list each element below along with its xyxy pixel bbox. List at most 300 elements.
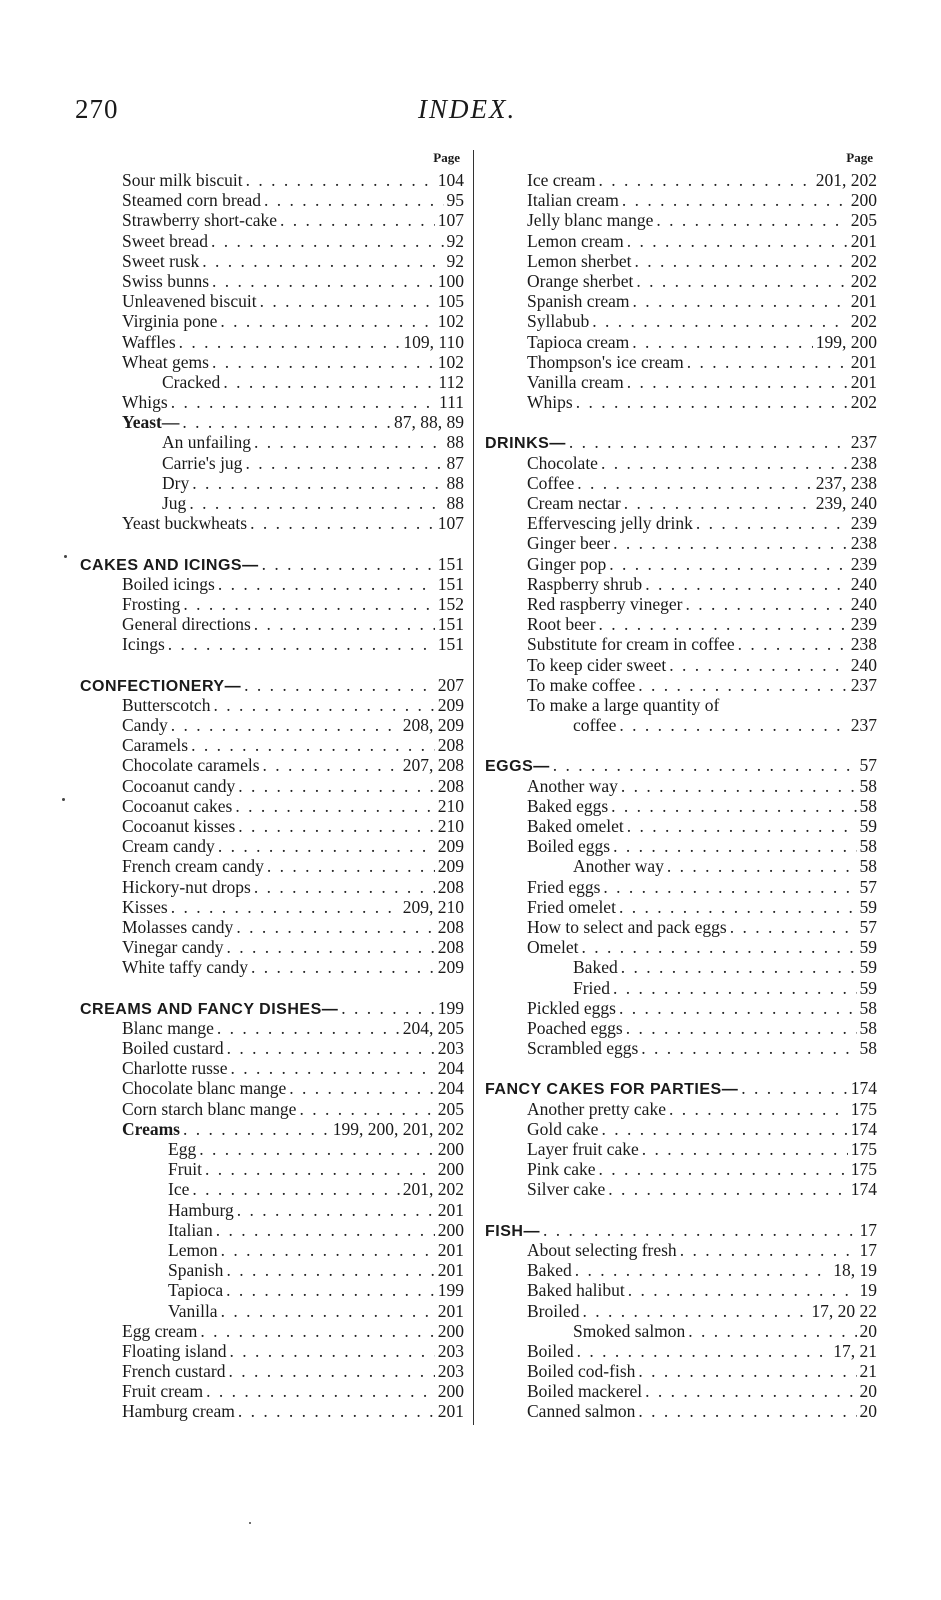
dot-leader — [238, 1401, 435, 1421]
entry-page-ref: 112 — [438, 371, 464, 392]
entry-page-ref: 209 — [437, 856, 464, 877]
dot-leader — [621, 776, 857, 796]
index-entry — [80, 332, 464, 352]
entry-page-ref: 59 — [859, 816, 877, 836]
entry-text: Sour milk biscuit — [122, 170, 243, 190]
index-entry — [80, 1018, 464, 1038]
dot-leader — [645, 574, 848, 594]
dot-leader — [576, 392, 848, 412]
dot-leader — [613, 978, 857, 998]
entry-page-ref: 238 — [850, 452, 877, 473]
entry-text: Cocoanut kisses — [122, 816, 236, 836]
entry-page-ref: 92 — [446, 230, 464, 251]
entry-page-ref: 203 — [437, 1340, 464, 1361]
index-entry — [485, 978, 877, 998]
entry-page-ref: 209, 210 — [402, 896, 464, 917]
index-entry — [80, 1381, 464, 1401]
dot-leader — [636, 271, 847, 291]
dot-leader — [686, 594, 848, 614]
entry-page-ref: 240 — [850, 593, 877, 614]
entry-page-ref: 18, 19 — [833, 1260, 877, 1281]
entry-text: Carrie's jug — [162, 452, 243, 473]
dot-leader — [230, 1058, 434, 1078]
entry-text: Fried omelet — [527, 896, 616, 917]
entry-page-ref: 200 — [850, 190, 877, 211]
entry-page-ref: 207, 208 — [402, 755, 464, 776]
index-entry — [485, 1159, 877, 1179]
index-entry — [80, 897, 464, 917]
index-entry — [485, 453, 877, 473]
dot-leader — [634, 251, 847, 271]
page-column-label: Page — [846, 150, 873, 165]
index-entry — [485, 372, 877, 392]
dot-leader — [262, 554, 435, 574]
entry-text: Steamed corn bread — [122, 190, 261, 211]
section-gap — [485, 412, 877, 432]
dot-leader — [213, 695, 434, 715]
index-entry — [485, 836, 877, 856]
entry-page-ref: 174 — [850, 1078, 877, 1099]
entry-page-ref: 205 — [850, 210, 877, 231]
entry-page-ref: 58 — [859, 1017, 877, 1038]
index-entry — [485, 533, 877, 553]
index-entry — [485, 957, 877, 977]
entry-page-ref: 58 — [859, 775, 877, 796]
index-entry — [80, 1321, 464, 1341]
entry-page-ref: 208, 209 — [402, 715, 464, 736]
section-gap — [485, 735, 877, 755]
entry-page-ref: 58 — [859, 856, 877, 877]
index-entry — [80, 1341, 464, 1361]
dot-leader — [226, 1280, 435, 1300]
index-entry — [80, 957, 464, 977]
dot-leader — [669, 655, 848, 675]
entry-text: Waffles — [122, 331, 176, 352]
dot-leader — [598, 170, 812, 190]
dot-leader — [226, 1260, 434, 1280]
entry-page-ref: 202 — [850, 250, 877, 271]
index-entry — [80, 1240, 464, 1260]
index-entry — [485, 1301, 877, 1321]
index-entry — [485, 1119, 877, 1139]
entry-page-ref: 201 — [437, 1300, 464, 1321]
entry-text: Broiled — [527, 1300, 580, 1321]
dot-leader — [656, 210, 847, 230]
entry-text: Effervescing jelly drink — [527, 513, 693, 534]
dot-leader — [613, 533, 848, 553]
dot-leader — [191, 735, 435, 755]
entry-text: Red raspberry vineger — [527, 593, 683, 614]
entry-page-ref: 87, 88, 89 — [394, 412, 464, 433]
entry-text: Pink cake — [527, 1159, 596, 1180]
entry-text: Candy — [122, 715, 168, 736]
entry-text: General directions — [122, 614, 251, 635]
entry-text: Substitute for cream in coffee — [527, 634, 735, 655]
entry-text: Boiled mackerel — [527, 1381, 643, 1402]
entry-text: Jug — [162, 493, 187, 513]
entry-text: Gold cake — [527, 1118, 599, 1139]
entry-page-ref: 209 — [437, 836, 464, 857]
dot-leader — [245, 453, 443, 473]
dot-leader — [212, 352, 435, 372]
entry-page-ref: 87 — [446, 452, 464, 473]
index-entry — [485, 816, 877, 836]
index-column-left — [80, 150, 464, 1422]
dot-leader — [582, 937, 857, 957]
dot-leader — [299, 1099, 434, 1119]
entry-text: Hamburg — [168, 1199, 234, 1220]
dot-leader — [171, 897, 400, 917]
section-gap — [485, 1058, 877, 1078]
entry-text: Kisses — [122, 896, 168, 917]
index-entry — [80, 1159, 464, 1179]
entry-page-ref: 88 — [446, 493, 464, 513]
index-entry — [80, 291, 464, 311]
entry-text: Tapioca cream — [527, 331, 630, 352]
entry-text: Layer fruit cake — [527, 1139, 639, 1159]
entry-page-ref: 209 — [437, 957, 464, 978]
entry-text: FISH— — [485, 1222, 540, 1240]
index-entry — [80, 271, 464, 291]
index-entry — [80, 796, 464, 816]
dot-leader — [611, 796, 856, 816]
index-entry — [485, 1401, 877, 1421]
index-entry — [80, 1179, 464, 1199]
index-entry — [485, 877, 877, 897]
section-gap — [80, 533, 464, 553]
entry-page-ref: 199 — [437, 1280, 464, 1301]
index-entry — [80, 190, 464, 210]
entry-page-ref: 202 — [850, 270, 877, 291]
index-entry — [485, 170, 877, 190]
entry-page-ref: 200 — [437, 1320, 464, 1341]
entry-page-ref: 204, 205 — [402, 1017, 464, 1038]
entry-text: Ice — [168, 1179, 190, 1200]
entry-text: Baked omelet — [527, 816, 624, 836]
entry-page-ref: 238 — [850, 533, 877, 554]
index-section-heading — [485, 432, 877, 452]
dot-leader — [738, 634, 848, 654]
dot-leader — [680, 1240, 857, 1260]
entry-text: How to select and pack eggs — [527, 916, 727, 937]
entry-text: Boiled custard — [122, 1038, 224, 1059]
index-entry — [80, 836, 464, 856]
index-entry — [80, 311, 464, 331]
index-entry — [80, 877, 464, 897]
index-column-right — [485, 150, 877, 1422]
dot-leader — [254, 432, 444, 452]
index-entry — [485, 594, 877, 614]
entry-page-ref: 59 — [859, 896, 877, 917]
entry-text: Boiled icings — [122, 573, 215, 594]
entry-page-ref: 174 — [850, 1118, 877, 1139]
dot-leader — [688, 1321, 856, 1341]
entry-text: Corn starch blanc mange — [122, 1098, 297, 1119]
entry-text: Syllabub — [527, 311, 590, 332]
entry-text: About selecting fresh — [527, 1239, 677, 1260]
index-entry — [485, 251, 877, 271]
dot-leader — [599, 1159, 848, 1179]
dot-leader — [624, 493, 813, 513]
dot-leader — [619, 998, 857, 1018]
dot-leader — [669, 1099, 848, 1119]
index-entry — [80, 917, 464, 937]
entry-page-ref: 174 — [850, 1179, 877, 1200]
section-gap — [485, 1200, 877, 1220]
dot-leader — [687, 352, 848, 372]
index-entry — [80, 231, 464, 251]
entry-text: Caramels — [122, 735, 189, 756]
dot-leader — [608, 1179, 848, 1199]
entry-text: Vanilla — [168, 1300, 218, 1321]
entry-text: Cocoanut candy — [122, 775, 236, 796]
entry-page-ref: 20 — [859, 1381, 877, 1402]
dot-leader — [238, 816, 434, 836]
dot-leader — [218, 574, 435, 594]
dot-leader — [638, 675, 847, 695]
dot-leader — [619, 897, 857, 917]
entry-page-ref: 208 — [437, 775, 464, 796]
dot-leader — [192, 1179, 399, 1199]
index-entry — [80, 1220, 464, 1240]
index-entry — [485, 1139, 877, 1159]
dot-leader — [250, 513, 435, 533]
dot-leader — [263, 755, 400, 775]
entry-text: Cracked — [162, 371, 221, 392]
entry-text: Cream nectar — [527, 493, 621, 513]
entry-page-ref: 208 — [437, 876, 464, 897]
index-entry — [80, 251, 464, 271]
dot-leader — [741, 1078, 848, 1098]
dot-leader — [667, 856, 857, 876]
dot-leader — [226, 937, 434, 957]
dot-leader — [696, 513, 848, 533]
entry-text: Fried — [573, 977, 610, 998]
dot-leader — [289, 1078, 435, 1098]
entry-page-ref: 202 — [850, 392, 877, 413]
entry-text: Swiss bunns — [122, 270, 210, 291]
index-entry — [485, 856, 877, 876]
entry-page-ref: 17, 20 22 — [811, 1300, 877, 1321]
entry-text: Whigs — [122, 392, 168, 413]
entry-text: Spanish cream — [527, 291, 630, 312]
dot-leader — [202, 251, 443, 271]
index-entry — [80, 856, 464, 876]
entry-text: Lemon cream — [527, 230, 624, 251]
entry-page-ref: 107 — [437, 210, 464, 231]
entry-text: Chocolate caramels — [122, 755, 260, 776]
entry-page-ref: 237 — [850, 674, 877, 695]
entry-page-ref: 21 — [859, 1361, 877, 1382]
entry-page-ref: 201 — [850, 230, 877, 251]
dot-leader — [192, 473, 443, 493]
index-section-heading — [485, 1078, 877, 1098]
entry-page-ref: 201 — [437, 1401, 464, 1422]
entry-page-ref: 105 — [437, 291, 464, 312]
entry-page-ref: 107 — [437, 513, 464, 534]
entry-page-ref: 19 — [859, 1280, 877, 1301]
entry-page-ref: 57 — [859, 916, 877, 937]
dot-leader — [601, 1119, 847, 1139]
dot-leader — [260, 291, 435, 311]
index-entry — [80, 493, 464, 513]
dot-leader — [237, 1200, 435, 1220]
entry-page-ref: 201 — [437, 1260, 464, 1281]
index-entry — [485, 937, 877, 957]
entry-text: French cream candy — [122, 856, 264, 877]
index-entry — [485, 634, 877, 654]
entry-text: Root beer — [527, 614, 596, 635]
dot-leader — [583, 1301, 809, 1321]
index-entry — [485, 1341, 877, 1361]
index-entry — [80, 695, 464, 715]
entry-page-ref: 204 — [437, 1078, 464, 1099]
dot-leader — [264, 190, 444, 210]
entry-text: coffee — [573, 715, 617, 736]
index-entry — [80, 1038, 464, 1058]
dot-leader — [641, 1038, 856, 1058]
entry-text: To keep cider sweet — [527, 654, 667, 675]
dot-leader — [217, 1018, 400, 1038]
dot-leader — [254, 614, 435, 634]
index-entry — [80, 735, 464, 755]
index-entry — [80, 594, 464, 614]
entry-page-ref: 240 — [850, 654, 877, 675]
entry-text: Chocolate blanc mange — [122, 1078, 287, 1099]
index-entry — [80, 1078, 464, 1098]
dot-leader — [603, 877, 856, 897]
index-entry — [80, 1139, 464, 1159]
index-entry — [485, 1099, 877, 1119]
entry-text: Omelet — [527, 937, 579, 958]
index-section-heading — [485, 1220, 877, 1240]
dot-leader — [627, 231, 848, 251]
index-entry — [485, 796, 877, 816]
index-entry — [80, 1280, 464, 1300]
entry-text: Unleavened biscuit — [122, 291, 257, 312]
entry-text: Boiled eggs — [527, 836, 611, 857]
entry-page-ref: 201, 202 — [402, 1179, 464, 1200]
entry-page-ref: 201 — [437, 1199, 464, 1220]
index-entry — [485, 1280, 877, 1300]
dot-leader — [182, 412, 391, 432]
index-entry — [485, 695, 877, 715]
entry-text: Lemon — [168, 1239, 218, 1260]
index-entry — [485, 1018, 877, 1038]
entry-page-ref: 201, 202 — [815, 170, 877, 190]
entry-page-ref: 204 — [437, 1058, 464, 1079]
entry-text: Frosting — [122, 593, 181, 614]
index-entry — [80, 210, 464, 230]
entry-page-ref: 201 — [437, 1239, 464, 1260]
entry-text: Virginia pone — [122, 311, 218, 332]
index-entry — [485, 291, 877, 311]
entry-text: Coffee — [527, 472, 575, 493]
entry-text: Sweet rusk — [122, 250, 200, 271]
index-entry — [80, 372, 464, 392]
running-header — [0, 94, 941, 134]
entry-text: Fried eggs — [527, 876, 601, 897]
dot-leader — [200, 1321, 434, 1341]
entry-page-ref: 109, 110 — [403, 331, 464, 352]
dot-leader — [221, 1240, 435, 1260]
dot-leader — [223, 372, 435, 392]
index-entry — [485, 897, 877, 917]
entry-text: CONFECTIONERY— — [80, 677, 242, 695]
print-speck — [249, 1522, 251, 1524]
entry-text: Ginger beer — [527, 533, 611, 554]
entry-text: Butterscotch — [122, 694, 211, 715]
index-entry — [485, 675, 877, 695]
entry-page-ref: 100 — [437, 270, 464, 291]
dot-leader — [569, 432, 848, 452]
index-entry — [80, 412, 464, 432]
entry-text: Another way — [527, 775, 618, 796]
entry-page-ref: 17 — [859, 1219, 877, 1240]
index-entry — [485, 392, 877, 412]
entry-text: Tapioca — [168, 1280, 224, 1301]
index-entry — [485, 352, 877, 372]
entry-text: Canned salmon — [527, 1401, 636, 1422]
entry-text: Hickory-nut drops — [122, 876, 251, 897]
index-section-heading — [485, 755, 877, 775]
dot-leader — [553, 755, 857, 775]
index-entry — [80, 614, 464, 634]
dot-leader — [189, 493, 443, 513]
dot-leader — [168, 634, 435, 654]
dot-leader — [632, 332, 813, 352]
dot-leader — [577, 1341, 831, 1361]
index-entry — [485, 1038, 877, 1058]
entry-text: Lemon sherbet — [527, 250, 632, 271]
entry-page-ref: 201 — [850, 291, 877, 312]
index-entry — [80, 473, 464, 493]
dot-leader — [267, 856, 435, 876]
entry-page-ref: 20 — [859, 1320, 877, 1341]
entry-page-ref: 17, 21 — [833, 1340, 877, 1361]
entry-page-ref: 151 — [437, 634, 464, 655]
index-entry — [485, 210, 877, 230]
entry-text: Creams — [122, 1118, 180, 1139]
entry-page-ref: 203 — [437, 1038, 464, 1059]
dot-leader — [229, 1361, 435, 1381]
entry-page-ref: 104 — [437, 170, 464, 190]
entry-page-ref: 210 — [437, 816, 464, 836]
index-entry — [485, 655, 877, 675]
section-gap — [80, 978, 464, 998]
dot-leader — [575, 1260, 831, 1280]
dot-leader — [599, 614, 848, 634]
entry-page-ref: 88 — [446, 472, 464, 493]
entry-text: Cream candy — [122, 836, 215, 857]
dot-leader — [211, 231, 443, 251]
index-entry — [80, 352, 464, 372]
entry-page-ref: 239 — [850, 553, 877, 574]
entry-page-ref: 102 — [437, 311, 464, 332]
index-entry — [80, 715, 464, 735]
entry-text: Italian cream — [527, 190, 619, 211]
index-entry — [80, 1200, 464, 1220]
entry-text: Fruit cream — [122, 1381, 204, 1402]
index-entry — [485, 998, 877, 1018]
entry-text: EGGS— — [485, 758, 550, 776]
entry-text: Jelly blanc mange — [527, 210, 654, 231]
entry-text: Baked — [527, 1260, 572, 1281]
page-column-label: Page — [433, 150, 460, 165]
dot-leader — [251, 957, 435, 977]
entry-text: Yeast buckwheats — [122, 513, 248, 534]
dot-leader — [592, 311, 848, 331]
